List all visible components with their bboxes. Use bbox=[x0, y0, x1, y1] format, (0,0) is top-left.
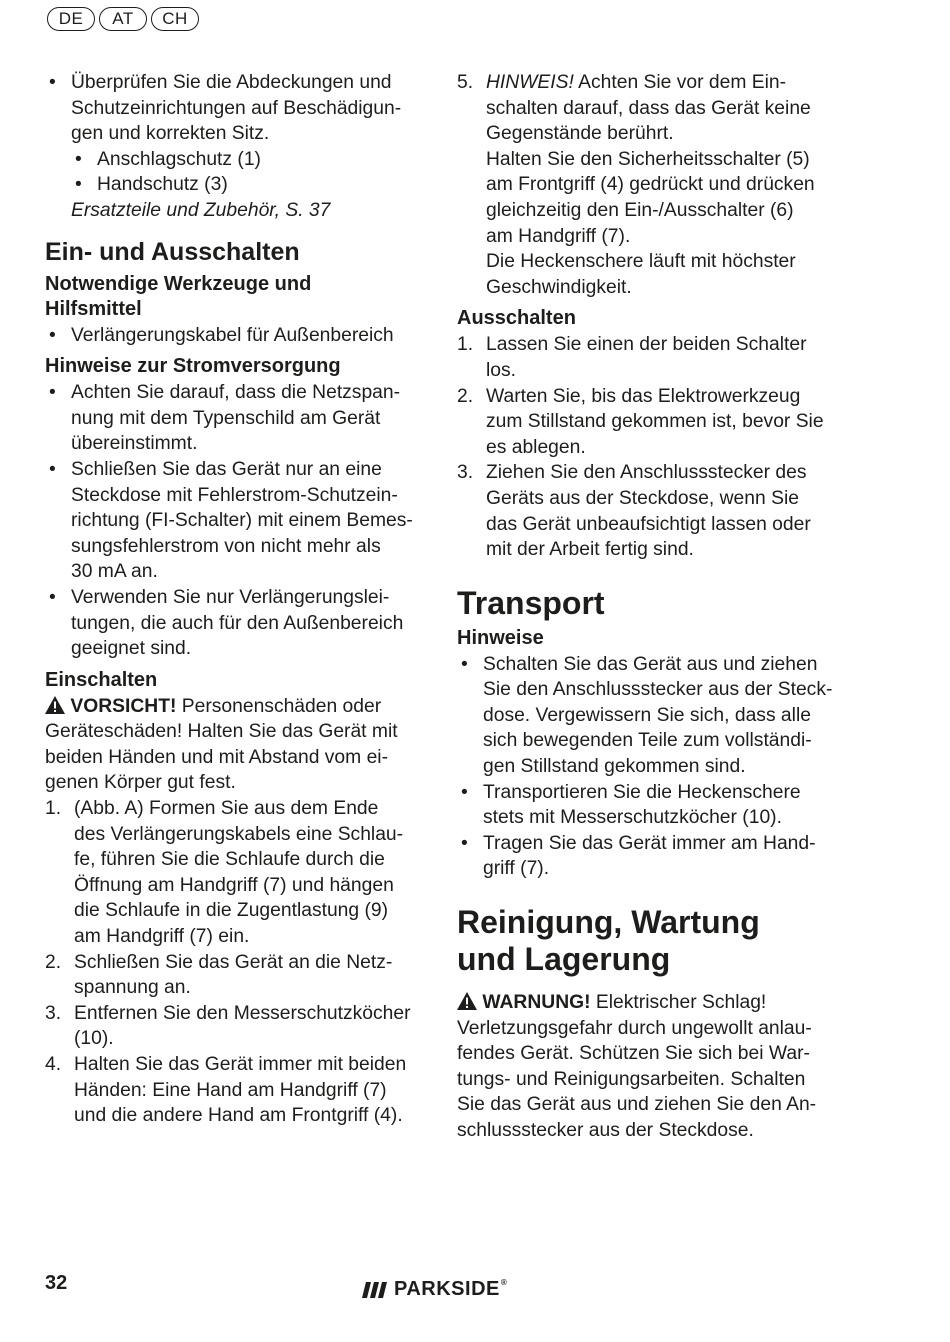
tools-heading: Notwendige Werkzeuge und Hilfsmittel bbox=[45, 272, 312, 320]
country-badge-de: DE bbox=[47, 7, 95, 31]
power-heading: Hinweise zur Stromversorgung bbox=[45, 355, 341, 378]
country-badge-ch: CH bbox=[151, 7, 199, 31]
sub-list-item: • Anschlagschutz (1) bbox=[45, 147, 425, 173]
country-badge-at: AT bbox=[99, 7, 147, 31]
country-badges bbox=[47, 7, 199, 31]
caution-label: VORSICHT! bbox=[70, 695, 177, 717]
section-title-on-off: Ein- und Ausschalten bbox=[45, 237, 300, 266]
list-item: • Schalten Sie das Gerät aus und ziehen Sie den Anschlussstecker aus der Steck- dose. Vergewissern Sie sich, dass alle sich bewegenden Teile zum vollständi- gen Stillstand gekommen sind. bbox=[457, 652, 842, 780]
transport-hints-heading: Hinweise bbox=[457, 626, 544, 649]
list-item: • Transportieren Sie die Heckenschere stets mit Messerschutzköcher (10). bbox=[457, 780, 842, 831]
crossref-link[interactable]: Ersatzteile und Zubehör, S. 37 bbox=[71, 199, 331, 221]
parkside-stripes-icon bbox=[362, 1282, 388, 1298]
step-item: 1. Lassen Sie einen der beiden Schalter los. bbox=[457, 334, 807, 381]
step-item: 3. Ziehen Sie den Anschlussstecker des Geräts aus der Steckdose, wenn Sie das Gerät unbeaufsichtigt lassen oder mit der Arbeit fertig sind. bbox=[457, 462, 811, 561]
switch-on-heading: Einschalten bbox=[45, 668, 158, 691]
list-item: • Verwenden Sie nur Verlängerungslei- tungen, die auch für den Außenbereich geeignet sind. bbox=[45, 585, 425, 662]
page-number: 32 bbox=[45, 1272, 68, 1294]
cleaning-title: Reinigung, Wartung und Lagerung bbox=[457, 904, 760, 978]
list-item: • Achten Sie darauf, dass die Netzspan- nung mit dem Typenschild am Gerät übereinstimmt. bbox=[45, 380, 425, 457]
warning-triangle-icon bbox=[457, 992, 477, 1010]
step-item: 3. Entfernen Sie den Messerschutzköcher (10). bbox=[45, 1002, 411, 1050]
list-item: • Tragen Sie das Gerät immer am Hand- griff (7). bbox=[457, 831, 842, 882]
step-item: 4. Halten Sie das Gerät immer mit beiden Händen: Eine Hand am Handgriff (7) und die andere Hand am Frontgriff (4). bbox=[45, 1054, 407, 1127]
caution-notice: VORSICHT! Personenschäden oder Geräteschäden! Halten Sie das Gerät mit beiden Händen und mit Abstand vom ei- genen Körper gut fest. bbox=[45, 695, 398, 794]
right-column bbox=[457, 70, 842, 1144]
warning-label: WARNUNG! bbox=[482, 992, 591, 1014]
switch-off-heading: Ausschalten bbox=[457, 307, 576, 330]
step-item: 2. Warten Sie, bis das Elektrowerkzeug zum Stillstand gekommen ist, bevor Sie es ablegen. bbox=[457, 385, 824, 458]
transport-title: Transport bbox=[457, 584, 605, 621]
step-item: 5. HINWEIS! Achten Sie vor dem Ein- schalten darauf, dass das Gerät keine Gegenstände berührt. Halten Sie den Sicherheitsschalter (5) am Frontgriff (4) gedrückt und drücken gleichzeitig den Ein-/Ausschalter (6) am Handgriff (7). Die Heckenschere läuft mit höchster Geschwindigkeit. bbox=[457, 72, 815, 298]
warning-notice: WARNUNG! Elektrischer Schlag! Verletzungsgefahr durch ungewollt anlau- fendes Gerät. Schützen Sie sich bei War- tungs- und Reinigungsarbeiten. Schalten Sie das Gerät aus und ziehen Sie den An- schlussstecker aus der Steckdose. bbox=[457, 992, 817, 1141]
brand-logo bbox=[362, 1278, 507, 1301]
hint-label: HINWEIS! bbox=[486, 72, 574, 93]
list-item: • Schließen Sie das Gerät nur an eine Steckdose mit Fehlerstrom-Schutzein- richtung (FI-Schalter) mit einem Bemes- sungsfehlerstrom von nicht mehr als 30 mA an. bbox=[45, 457, 425, 585]
warning-triangle-icon bbox=[45, 696, 65, 714]
brand-name: PARKSIDE® bbox=[394, 1278, 508, 1300]
list-item: • Überprüfen Sie die Abdeckungen und Schutzeinrichtungen auf Beschädigun- gen und korrekten Sitz. bbox=[45, 70, 425, 147]
left-column bbox=[45, 70, 425, 1129]
list-item: • Verlängerungskabel für Außenbereich bbox=[45, 323, 425, 349]
step-item: 2. Schließen Sie das Gerät an die Netz- spannung an. bbox=[45, 951, 393, 999]
sub-list-item: • Handschutz (3) bbox=[45, 172, 425, 198]
step-item: 1. (Abb. A) Formen Sie aus dem Ende des Verlängerungskabels eine Schlau- fe, führen Sie die Schlaufe durch die Öffnung am Handgriff (7) und hängen die Schlaufe in die Zugentlastung (9) am Handgriff (7) ein. bbox=[45, 798, 404, 948]
